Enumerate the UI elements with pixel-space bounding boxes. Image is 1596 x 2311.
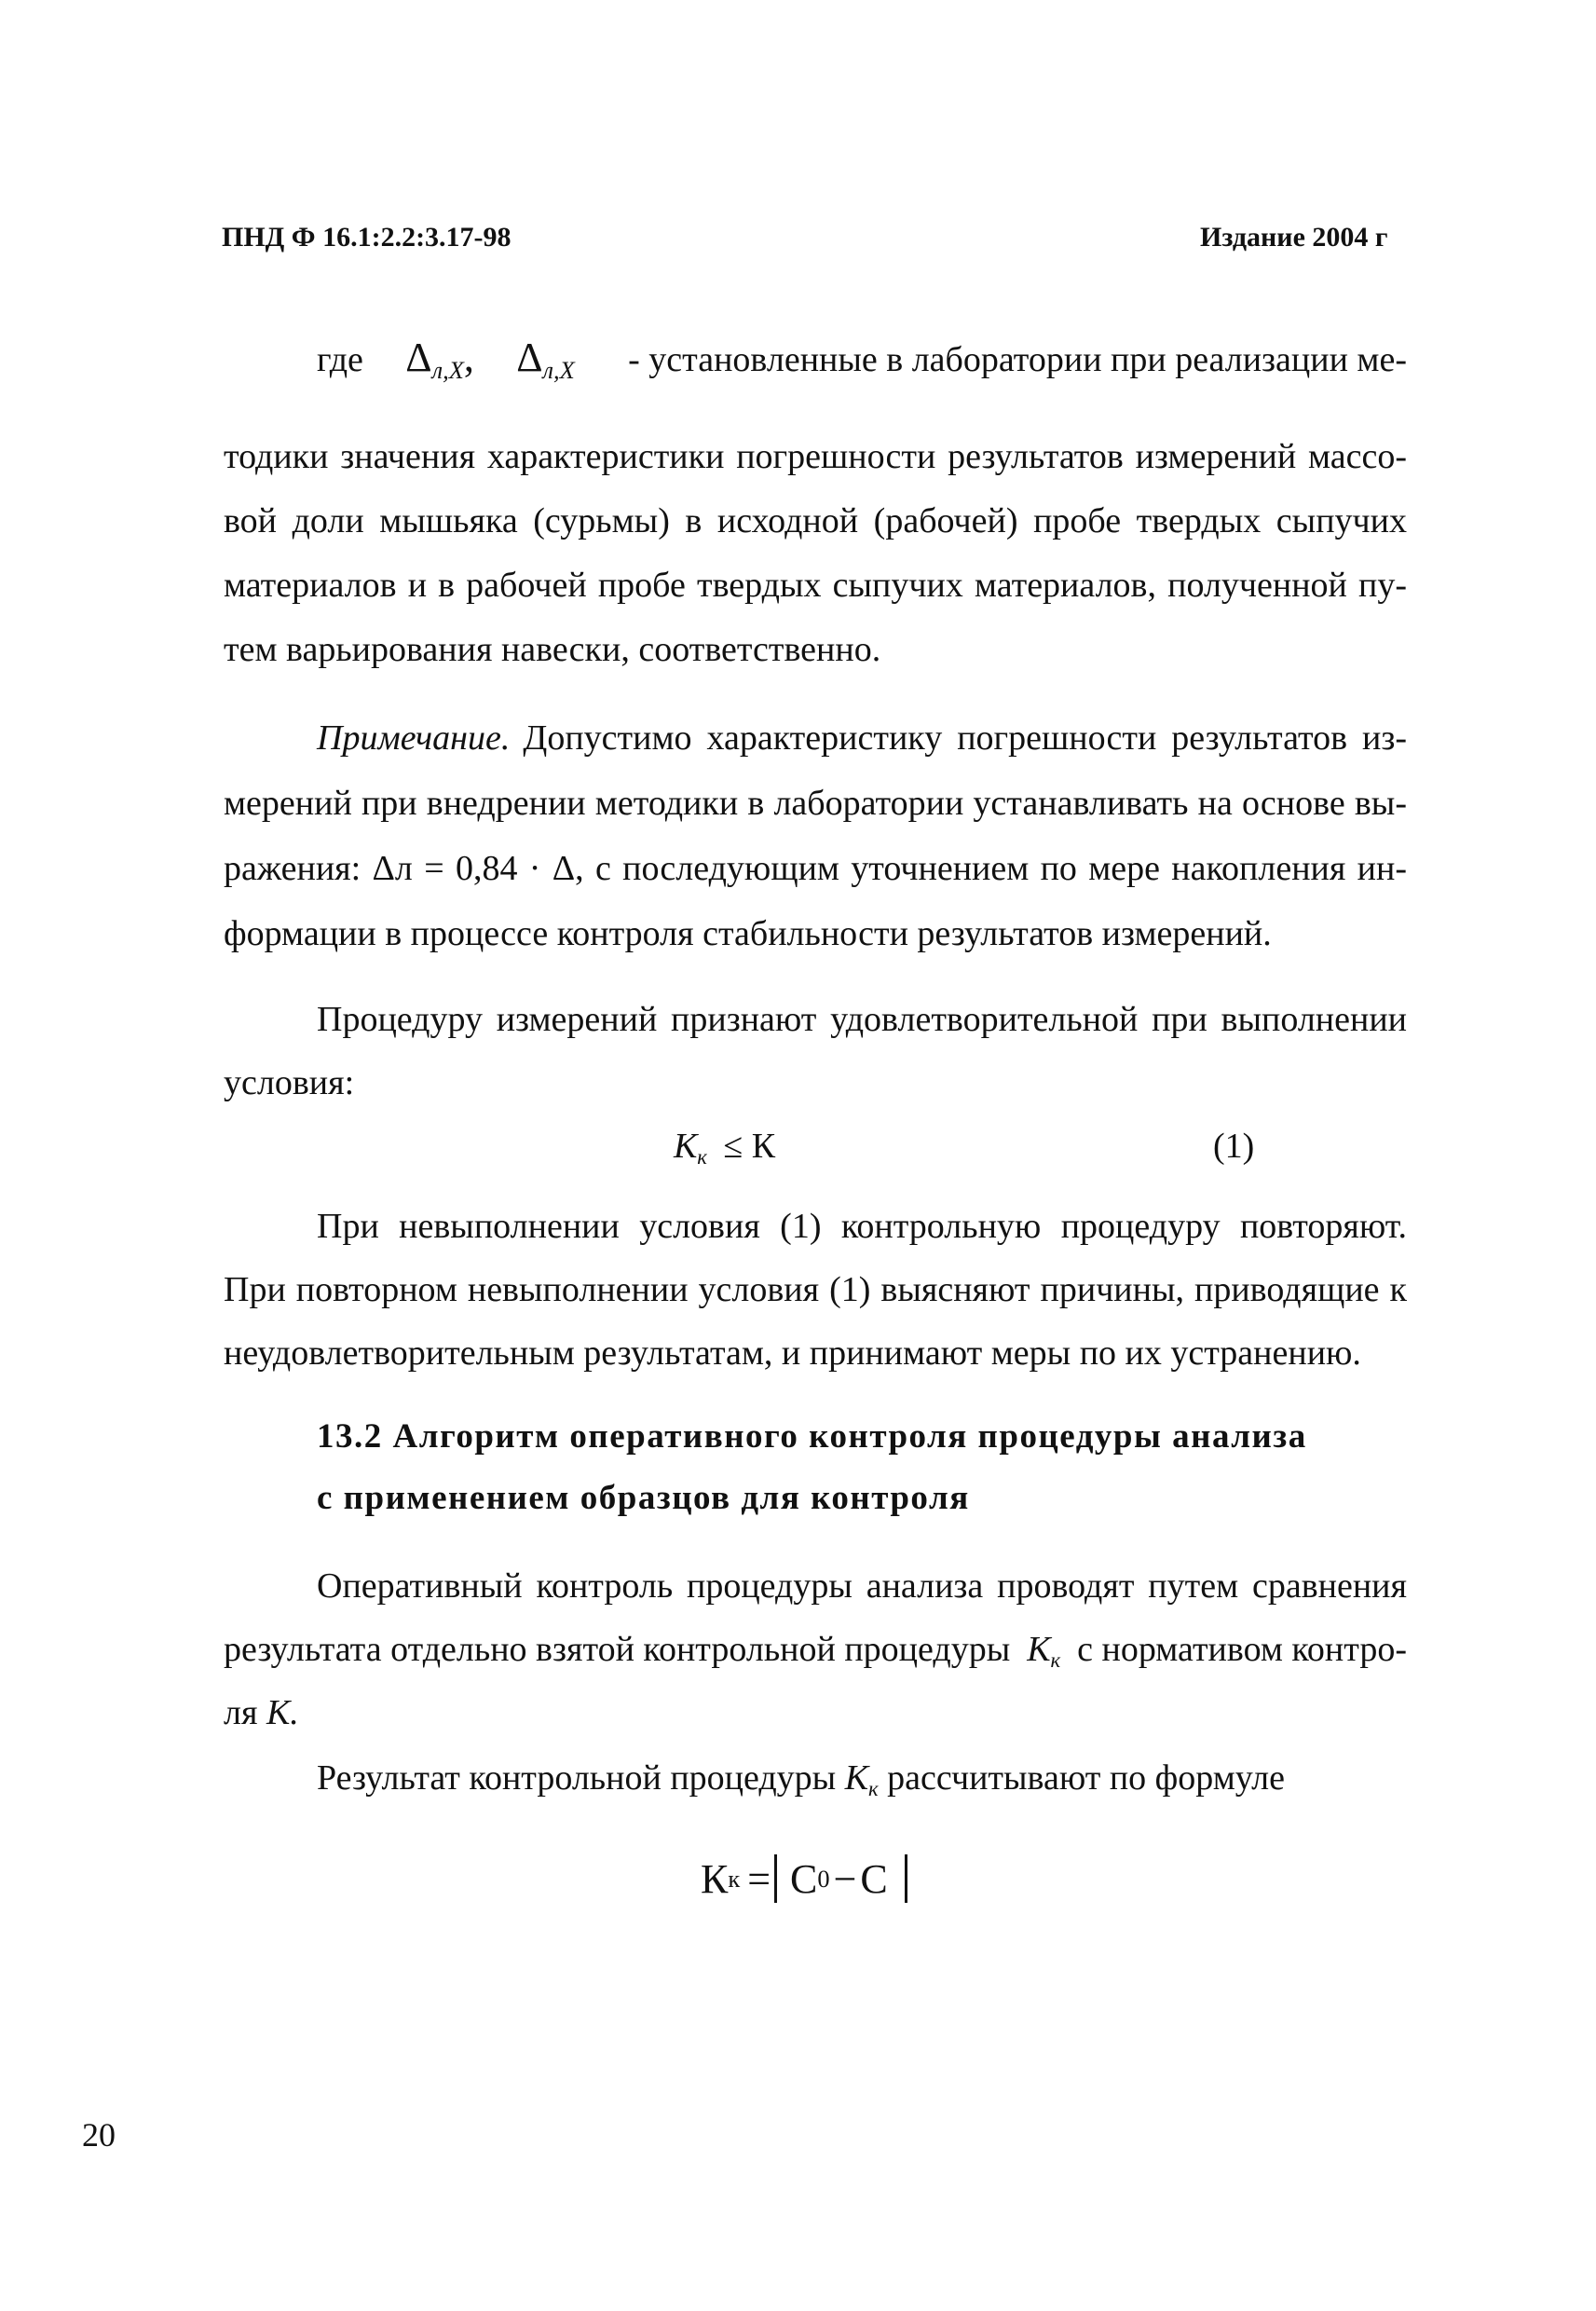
note-label: Примечание. [317,718,511,758]
para1-line-2: вой доли мышьяка (сурьмы) в исходной (рабочей) пробе твердых сыпучих [224,501,1407,540]
section-heading-line-2: с применением образцов для контроля [317,1479,970,1517]
formula-1: $К_к \le К$ [674,1127,776,1169]
para4-line-3: ля К. [224,1693,299,1732]
para3-line-1: При невыполнении условия (1) контрольную процедуру повторяют. [317,1207,1407,1246]
delta-symbol-1: $\Delta_{л,X}$, [405,335,474,384]
para3-line-3: неудовлетворительным результатам, и принимают меры по их устранению. [224,1333,1361,1373]
where-rest: - установленные в лаборатории при реализации ме- [628,340,1407,379]
para4-line-2: результата отдельно взятой контрольной процедуры $К_к$ с нормативом контро- [224,1630,1407,1672]
delta-symbol-2: $\Delta_{л,X}$ [516,335,575,384]
para5-line: Результат контрольной процедуры $К_к$ рассчитывают по формуле [317,1758,1285,1800]
edition-label: Издание 2004 г [1200,222,1388,253]
formula-2: К к = С 0 − С [701,1854,907,1903]
note-line-2: мерений при внедрении методики в лаборатории устанавливать на основе вы- [224,784,1407,823]
para3-line-2: При повторном невыполнении условия (1) выясняют причины, приводящие к [224,1270,1407,1309]
para2-line-1: Процедуру измерений признают удовлетворительной при выполнении [317,1000,1407,1039]
para2-line-2: условия: [224,1063,355,1102]
para4-line-1: Оперативный контроль процедуры анализа проводят путем сравнения [317,1566,1407,1606]
note-line-1-text: Допустимо характеристику погрешности результатов из- [523,718,1407,758]
section-heading-line-1: 13.2 Алгоритм оперативного контроля процедуры анализа [317,1417,1307,1456]
para1-line-3: материалов и в рабочей пробе твердых сыпучих материалов, полученной пу- [224,566,1407,605]
note-line-3: ражения: Δл = 0,84 · Δ, с последующим уточнением по мере накопления ин- [224,849,1407,888]
abs-bar-left [774,1854,777,1903]
note-line-4: формации в процессе контроля стабильности результатов измерений. [224,914,1272,953]
formula-1-number: (1) [1213,1127,1255,1166]
para1-line-1: тодики значения характеристики погрешности результатов измерений массо- [224,437,1407,476]
abs-bar-right [905,1854,907,1903]
note-line-1 [317,718,1407,759]
where-clause [317,334,1407,385]
where-lead: где [317,340,363,379]
page-number: 20 [82,2116,116,2154]
para1-line-4: тем варьирования навески, соответственно. [224,630,881,669]
doc-code: ПНД Ф 16.1:2.2:3.17-98 [222,222,512,253]
